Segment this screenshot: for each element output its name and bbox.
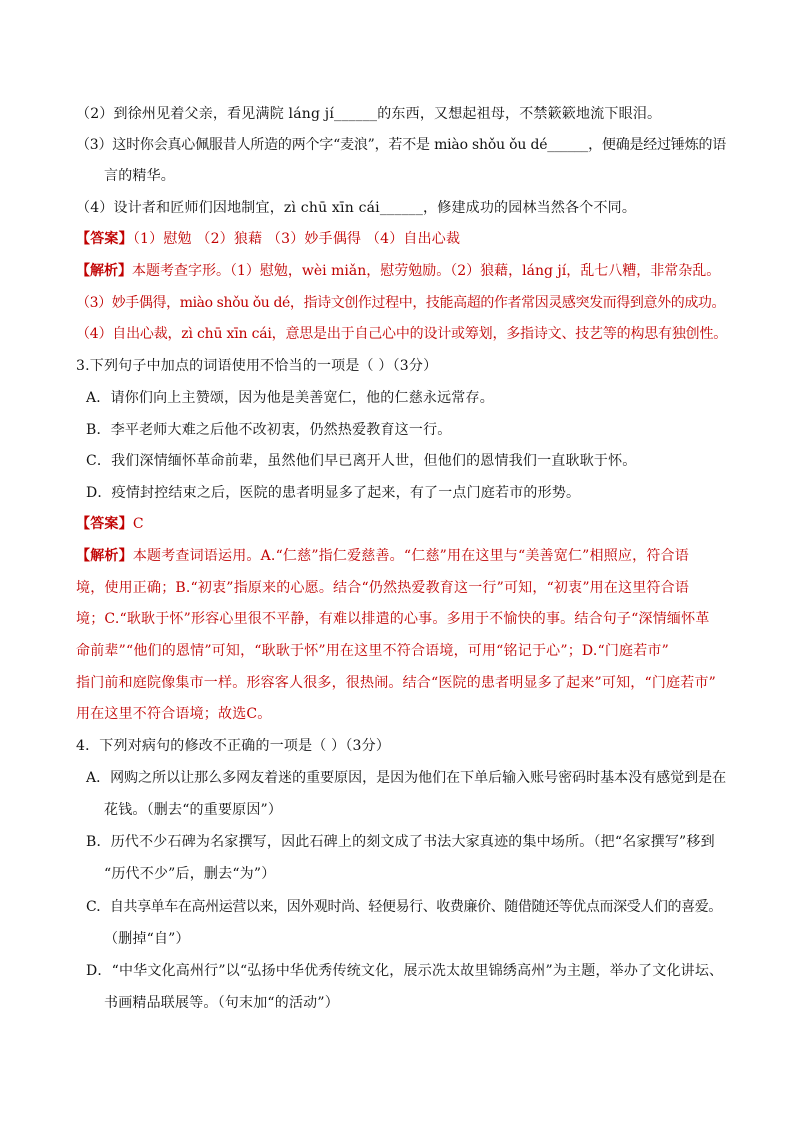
- answer-3: [76, 514, 144, 534]
- q3-stem: 3.下列句子中加点的词语使用不恰当的一项是（ ）（3分）: [76, 358, 438, 374]
- q4-option-d-line1: D．“中华文化高州行”以“弘扬中华优秀传统文化，展示冼太故里锦绣高州”为主题，举办了文化讲坛、: [86, 963, 724, 979]
- q4-stem: 4．下列对病句的修改不正确的一项是（ ）（3分）: [76, 738, 391, 754]
- q4-option-c-line1: C．自共享单车在高州运营以来，因外观时尚、轻便易行、收费廉价、随借随还等优点而深受人们的喜爱。: [86, 899, 722, 915]
- q3-option-a: A．请你们向上主赞颂，因为他是美善宽仁，他的仁慈永远常存。: [86, 390, 494, 406]
- analysis-3-line2: 境，使用正确；B.“初衷”指原来的心愿。结合“仍然热爱教育这一行”可知，“初衷”用在这里符合语: [76, 580, 690, 596]
- q3-option-d: D．疫情封控结束之后，医院的患者明显多了起来，有了一点门庭若市的形势。: [86, 485, 581, 501]
- analysis-2-line3: （4）自出心裁，zì chū xīn cái，意思是出于自己心中的设计或筹划，多指诗文、技艺等的构思有独创性。: [76, 326, 728, 342]
- analysis-2-line2: （3）妙手偶得，miào shǒu ǒu dé，指诗文创作过程中，技能高超的作者常因灵感突发而得到意外的成功。: [76, 295, 726, 311]
- answer-label: 【答案】: [76, 231, 133, 247]
- analysis-text: 本题考查词语运用。A.“仁慈”指仁爱慈善。“仁慈”用在这里与“美善宽仁”相照应，符合语: [132, 548, 689, 564]
- analysis-3-line6: 用在这里不符合语境；故选C。: [76, 706, 272, 722]
- answer-2: [76, 229, 460, 249]
- q2-item-3-line2: 言的精华。: [104, 168, 175, 184]
- analysis-2-line1: [76, 261, 720, 281]
- q4-option-a-line1: A．网购之所以让那么多网友着迷的重要原因，是因为他们在下单后输入账号密码时基本没有感觉到是在: [86, 770, 727, 786]
- q3-option-c: C．我们深情缅怀革命前辈，虽然他们早已离开人世，但他们的恩情我们一直耿耿于怀。: [86, 453, 637, 469]
- q2-item-3-line1: （3）这时你会真心佩服昔人所造的两个字“麦浪”，若不是 miào shǒu ǒu dé______，便确是经过锤炼的语: [76, 137, 727, 153]
- q4-option-b-line1: B．历代不少石碑为名家撰写，因此石碑上的刻文成了书法大家真迹的集中场所。（把“名家撰写”移到: [86, 834, 715, 850]
- q2-item-2: （2）到徐州见着父亲，看见满院 láng jí______的东西，又想起祖母，不禁簌簌地流下眼泪。: [76, 106, 662, 122]
- analysis-label: 【解析】: [76, 263, 132, 279]
- q3-option-b: B．李平老师大难之后他不改初衷，仍然热爱教育这一行。: [86, 422, 452, 438]
- answer-text: （1）慰勉 （2）狼藉 （3）妙手偶得 （4）自出心裁: [132, 231, 461, 247]
- analysis-3-line1: [76, 546, 689, 566]
- analysis-text: 本题考查字形。（1）慰勉，wèi miǎn，慰劳勉励。（2）狼藉，láng jí，乱七八糟，非常杂乱。: [132, 263, 721, 279]
- answer-label: 【答案】: [76, 516, 133, 532]
- q2-item-4: （4）设计者和匠师们因地制宜，zì chū xīn cái______，修建成功的园林当然各个不同。: [76, 200, 637, 216]
- analysis-label: 【解析】: [76, 548, 133, 564]
- analysis-3-line3: 境；C.“耿耿于怀”形容心里很不平静，有难以排遣的心事。多用于不愉快的事。结合句子“深情缅怀革: [76, 611, 710, 627]
- q4-option-d-line2: 书画精品联展等。（句末加“的活动”）: [104, 995, 339, 1011]
- analysis-3-line5: 指门前和庭院像集市一样。形容客人很多，很热闹。结合“医院的患者明显多了起来”可知，“门庭若市”: [76, 675, 717, 691]
- q4-option-c-line2: （删掉“自”）: [104, 931, 190, 947]
- answer-text: C: [132, 516, 144, 532]
- q4-option-b-line2: “历代不少”后，删去“为”）: [104, 866, 276, 882]
- q4-option-a-line2: 花钱。（删去“的重要原因”）: [104, 802, 283, 818]
- analysis-3-line4: 命前辈”“他们的恩情”可知，“耿耿于怀”用在这里不符合语境，可用“铭记于心”；D.“门庭若市”: [76, 643, 669, 659]
